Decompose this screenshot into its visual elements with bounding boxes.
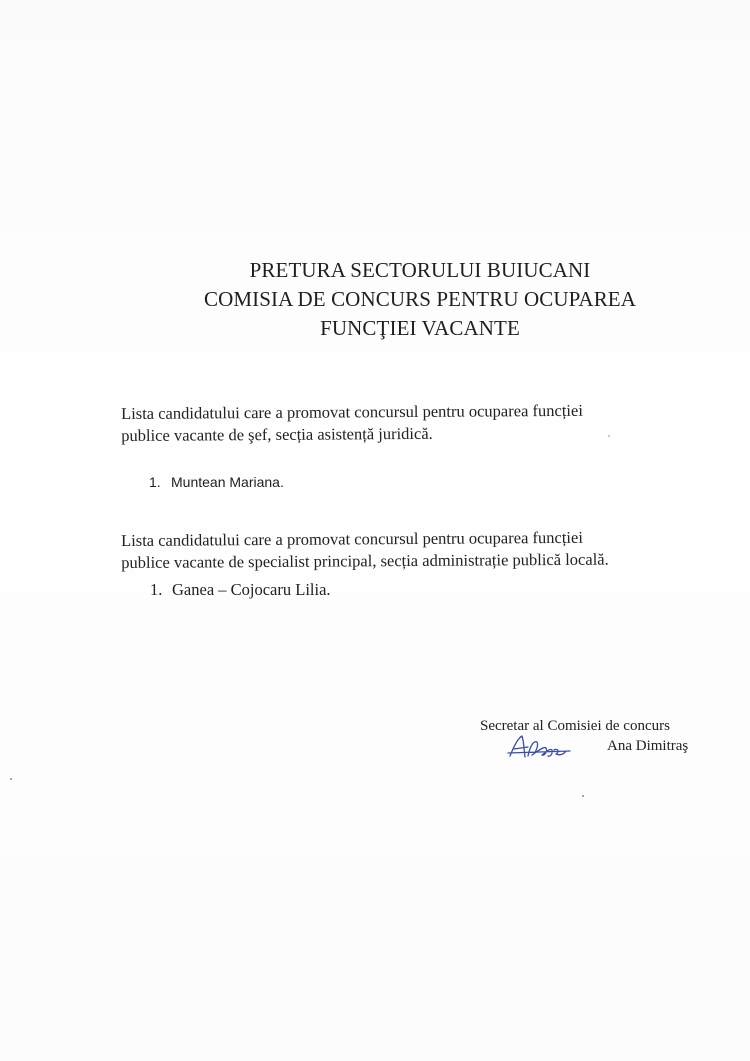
handwritten-signature xyxy=(504,730,574,764)
scan-speck xyxy=(10,778,12,780)
document-header xyxy=(150,256,690,343)
list-item xyxy=(150,580,331,600)
scan-speck xyxy=(582,795,584,797)
signature-block xyxy=(480,716,689,754)
list-item-number: 1. xyxy=(150,580,163,599)
candidate-list-section-2 xyxy=(121,526,721,574)
section-description-line-1: Lista candidatului care a promovat concursul pentru ocuparea funcției xyxy=(121,400,583,423)
candidate-list-section-1 xyxy=(121,399,721,447)
header-institution: PRETURA SECTORULUI BUIUCANI xyxy=(249,258,591,282)
signatory-title: Secretar al Comisiei de concurs xyxy=(480,718,670,734)
list-item-number: 1. xyxy=(149,474,161,490)
section-description-line-2: publice vacante de specialist principal, secția administrație publică locală. xyxy=(121,549,609,572)
section-description-line-1: Lista candidatului care a promovat concursul pentru ocuparea funcției xyxy=(121,527,583,550)
section-description xyxy=(121,399,721,447)
candidate-name: Ganea – Cojocaru Lilia. xyxy=(172,580,331,599)
candidate-name: Muntean Mariana. xyxy=(171,474,284,490)
list-item xyxy=(149,474,284,490)
section-description-line-2: publice vacante de şef, secția asistență juridică. xyxy=(121,423,433,445)
section-description xyxy=(121,526,721,574)
signatory-name: Ana Dimitraş xyxy=(607,738,689,754)
header-subject: FUNCŢIEI VACANTE xyxy=(320,316,520,340)
header-commission: COMISIA DE CONCURS PENTRU OCUPAREA xyxy=(203,287,637,311)
scan-speck xyxy=(608,435,610,437)
